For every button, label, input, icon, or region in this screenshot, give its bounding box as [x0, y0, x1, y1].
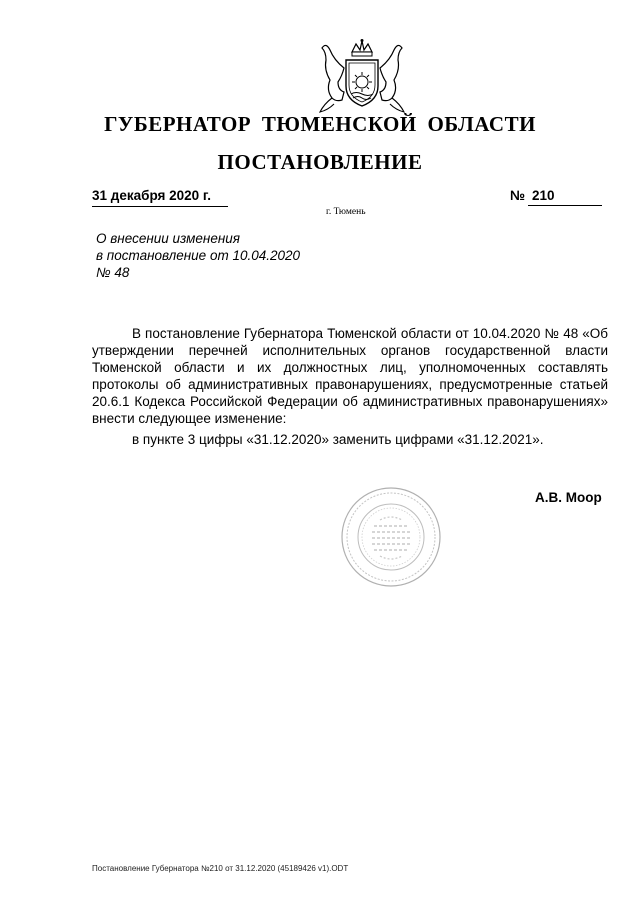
coat-of-arms-icon — [316, 38, 408, 116]
subject-line: О внесении изменения — [96, 231, 241, 246]
document-number-label: № — [510, 188, 526, 203]
signatory-name: А.В. Моор — [535, 490, 602, 505]
document-footer: Постановление Губернатора №210 от 31.12.2020 (45189426 v1).ODT — [92, 864, 349, 873]
subject-line: № 48 — [96, 265, 130, 280]
official-seal-icon — [340, 486, 442, 588]
document-type-title: ПОСТАНОВЛЕНИЕ — [217, 150, 423, 174]
document-body — [92, 325, 608, 448]
document-subject — [96, 230, 300, 281]
body-paragraph: в пункте 3 цифры «31.12.2020» заменить цифрами «31.12.2021». — [132, 432, 544, 447]
document-date: 31 декабря 2020 г. — [92, 188, 228, 207]
document-number: 210 — [528, 188, 602, 206]
subject-line: в постановление от 10.04.2020 — [96, 248, 301, 263]
body-paragraph: В постановление Губернатора Тюменской области от 10.04.2020 № 48 «Об утверждении перечней исполнительных органов государственной власти Тюменской области и их должностных лиц, уполномоченных составлять протоколы об административных правонарушениях, предусмотренные статьей 20.6.1 Кодекса Российской Федерации об административных правонарушениях» внести следующее изменение: — [92, 326, 608, 426]
organization-title: ГУБЕРНАТОР ТЮМЕНСКОЙ ОБЛАСТИ — [104, 112, 536, 136]
document-city: г. Тюмень — [326, 207, 366, 217]
